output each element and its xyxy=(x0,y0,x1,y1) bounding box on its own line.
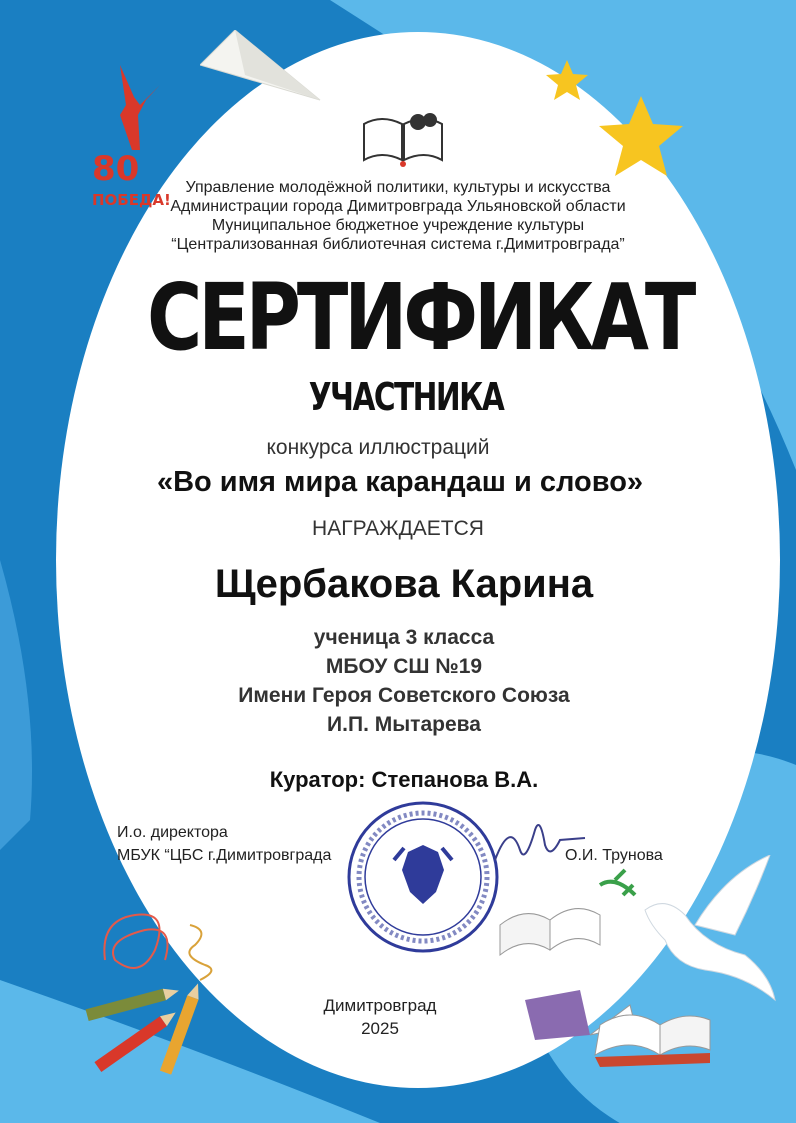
certificate-subtitle: УЧАСТНИКА xyxy=(308,375,504,419)
recipient-school: МБОУ СШ №19 xyxy=(325,655,483,678)
contest-intro: конкурса иллюстраций xyxy=(266,436,490,459)
emblem-caption: ПОБЕДА! xyxy=(92,191,171,209)
curator-line: Куратор: Степанова В.А. xyxy=(269,767,539,792)
header-line-1: Управление молодёжной политики, культуры и искусства xyxy=(185,179,611,196)
signatory-name: О.И. Трунова xyxy=(565,847,663,864)
paper-plane-icon xyxy=(200,30,330,110)
contest-name: «Во имя мира карандаш и слово» xyxy=(156,466,644,498)
open-book-icon xyxy=(495,905,605,980)
recipient-grade: ученица 3 класса xyxy=(313,626,495,649)
star-icon xyxy=(545,58,590,108)
awarded-label: НАГРАЖДАЕТСЯ xyxy=(312,517,484,540)
signatory-role-1: И.о. директора xyxy=(117,824,228,841)
emblem-number: 80 xyxy=(92,149,140,189)
footer-city: Димитровград xyxy=(323,996,437,1015)
recipient-name: Щербакова Карина xyxy=(214,562,594,606)
library-logo-icon xyxy=(360,110,446,175)
header-line-3: Муниципальное бюджетное учреждение культуры xyxy=(211,217,585,234)
signatory-role-2: МБУК “ЦБС г.Димитровграда xyxy=(117,847,332,864)
star-icon xyxy=(597,92,687,187)
certificate-title: СЕРТИФИКАТ xyxy=(146,264,693,371)
header-line-2: Администрации города Димитровграда Ульяновской области xyxy=(170,198,626,215)
footer-year: 2025 xyxy=(361,1019,399,1038)
official-stamp-icon xyxy=(346,800,501,960)
school-name-line-1: Имени Героя Советского Союза xyxy=(238,684,570,707)
header-line-4: “Централизованная библиотечная система г.Димитровграда” xyxy=(171,236,625,253)
school-name-line-2: И.П. Мытарева xyxy=(327,713,481,736)
